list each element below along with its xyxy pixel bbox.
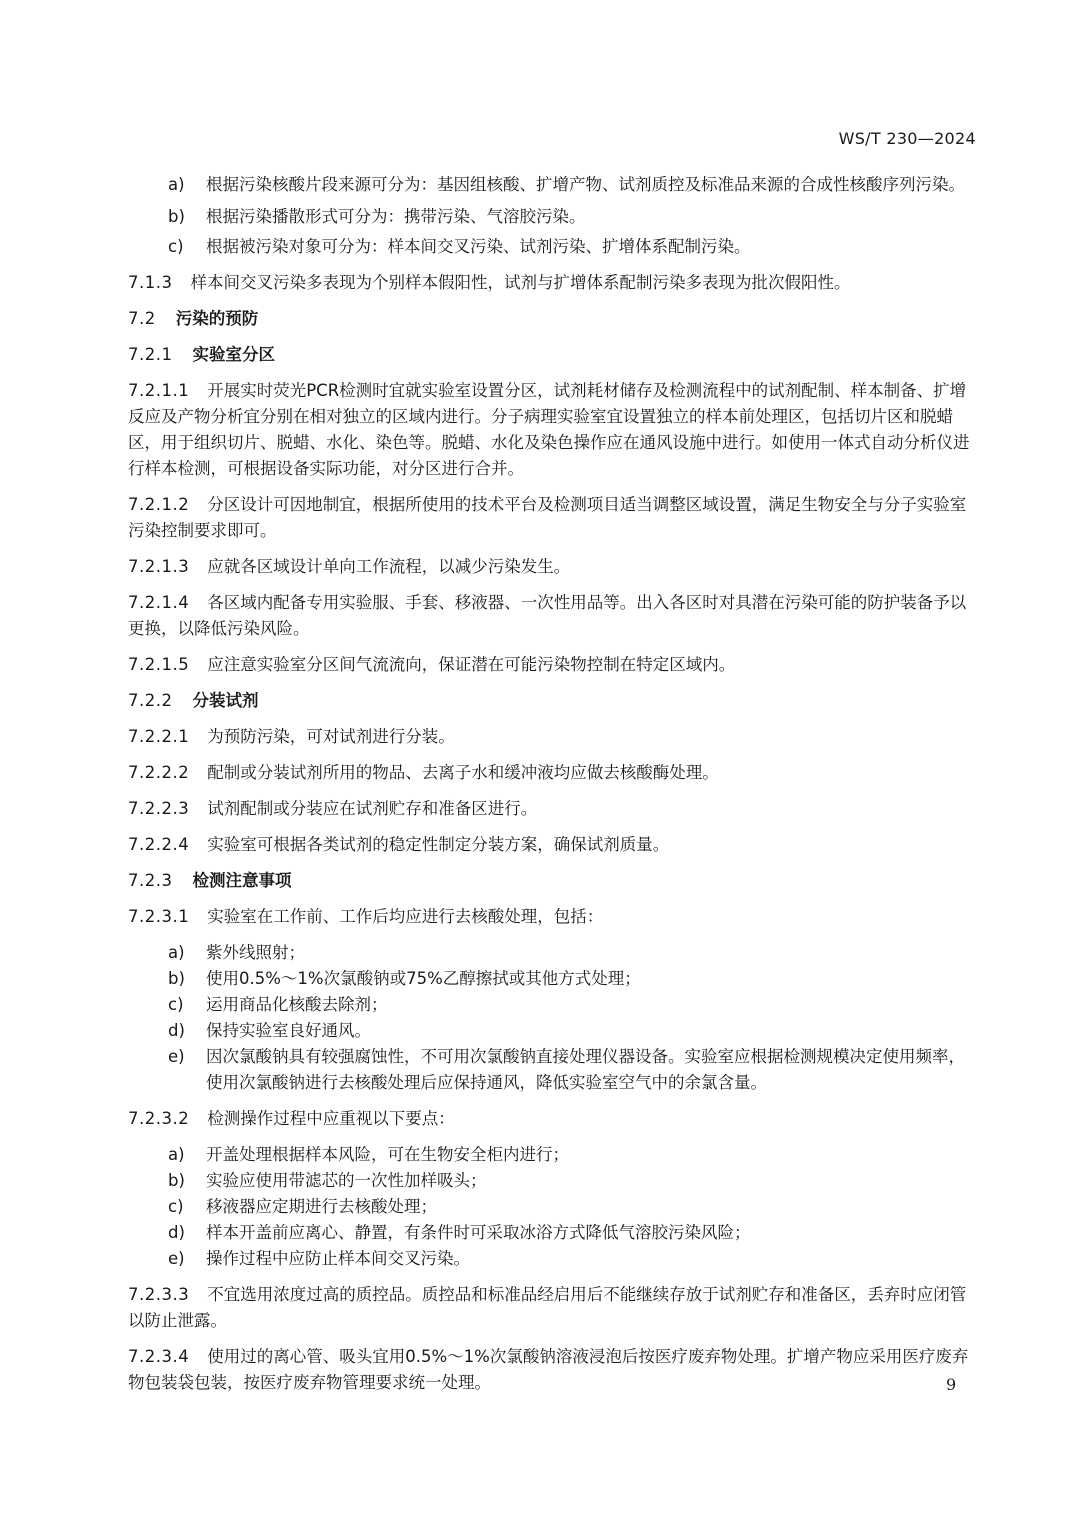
clause-paragraph — [128, 1344, 978, 1396]
list-item — [128, 1044, 978, 1096]
list-item-text: 实验应使用带滤芯的一次性加样吸头； — [206, 1171, 487, 1190]
list-marker: c) — [168, 237, 184, 256]
list-marker: d) — [168, 1021, 185, 1040]
list-marker: a) — [168, 943, 185, 962]
clause-number: 7.2.2.3 — [128, 799, 190, 818]
list-marker: c) — [168, 995, 184, 1014]
list-item — [128, 172, 978, 198]
list-item — [128, 966, 978, 992]
section-heading — [128, 688, 978, 714]
clause-text: 配制或分装试剂所用的物品、去离子水和缓冲液均应做去核酸酶处理。 — [207, 763, 719, 782]
section-title: 污染的预防 — [175, 309, 259, 328]
clause-number: 7.2.1.4 — [128, 593, 190, 612]
clause-number: 7.2.2.4 — [128, 835, 190, 854]
clause-paragraph — [128, 270, 978, 296]
clause-number: 7.2.3.4 — [128, 1347, 190, 1366]
clause-paragraph — [128, 378, 978, 482]
clause-text: 检测操作过程中应重视以下要点： — [207, 1109, 455, 1128]
list-item-text: 运用商品化核酸去除剂； — [206, 995, 388, 1014]
clause-number: 7.2.2.2 — [128, 763, 190, 782]
section-number: 7.2.2 — [128, 691, 173, 710]
clause-paragraph — [128, 904, 978, 930]
clause-text: 应就各区域设计单向工作流程，以减少污染发生。 — [207, 557, 571, 576]
clause-paragraph — [128, 724, 978, 750]
list-item — [128, 1142, 978, 1168]
list-item-text: 开盖处理根据样本风险，可在生物安全柜内进行； — [206, 1145, 569, 1164]
document-id: WS/T 230—2024 — [838, 129, 976, 148]
clause-text: 实验室在工作前、工作后均应进行去核酸处理，包括： — [207, 907, 604, 926]
list-item — [128, 234, 978, 260]
list-marker: e) — [168, 1249, 185, 1268]
clause-paragraph — [128, 796, 978, 822]
list-item-text: 使用0.5%～1%次氯酸钠或75%乙醇擦拭或其他方式处理； — [206, 969, 641, 988]
section-title: 检测注意事项 — [192, 871, 292, 890]
list-marker: d) — [168, 1223, 185, 1242]
list-item — [128, 1246, 978, 1272]
clause-paragraph — [128, 1106, 978, 1132]
clause-number: 7.2.1.1 — [128, 381, 190, 400]
clause-text: 开展实时荧光PCR检测时宜就实验室设置分区，试剂耗材储存及检测流程中的试剂配制、样本制备、扩增反应及产物分析宜分别在相对独立的区域内进行。分子病理实验室宜设置独立的样本前处理区，包括切片区和脱蜡区，用于组织切片、脱蜡、水化、染色等。脱蜡、水化及染色操作应在通风设施中进行。如使用一体式自动分析仪进行样本检测，可根据设备实际功能，对分区进行合并。 — [128, 381, 970, 478]
clause-text: 分区设计可因地制宜，根据所使用的技术平台及检测项目适当调整区域设置，满足生物安全与分子实验室污染控制要求即可。 — [128, 495, 967, 540]
clause-number: 7.2.1.3 — [128, 557, 190, 576]
section-number: 7.2.1 — [128, 345, 173, 364]
clause-number: 7.2.3.1 — [128, 907, 190, 926]
clause-number: 7.2.1.5 — [128, 655, 190, 674]
clause-paragraph — [128, 832, 978, 858]
list-item — [128, 1168, 978, 1194]
list-marker: a) — [168, 1145, 185, 1164]
list-item-text: 根据污染播散形式可分为：携带污染、气溶胶污染。 — [206, 207, 586, 226]
clause-text: 试剂配制或分装应在试剂贮存和准备区进行。 — [207, 799, 538, 818]
clause-number: 7.2.2.1 — [128, 727, 190, 746]
section-title: 实验室分区 — [192, 345, 275, 364]
list-item-text: 根据被污染对象可分为：样本间交叉污染、试剂污染、扩增体系配制污染。 — [206, 237, 751, 256]
page-number: 9 — [946, 1375, 957, 1394]
list-marker: b) — [168, 207, 185, 226]
list-item-text: 根据污染核酸片段来源可分为：基因组核酸、扩增产物、试剂质控及标准品来源的合成性核酸序列污染。 — [206, 175, 965, 194]
list-item — [128, 940, 978, 966]
clause-text: 为预防污染，可对试剂进行分装。 — [207, 727, 455, 746]
clause-text: 应注意实验室分区间气流流向，保证潜在可能污染物控制在特定区域内。 — [207, 655, 736, 674]
section-number: 7.2.3 — [128, 871, 173, 890]
clause-paragraph — [128, 492, 978, 544]
list-marker: e) — [168, 1047, 185, 1066]
clause-paragraph — [128, 760, 978, 786]
list-item-text: 紫外线照射； — [206, 943, 305, 962]
list-item-text: 样本开盖前应离心、静置，有条件时可采取冰浴方式降低气溶胶污染风险； — [206, 1223, 751, 1242]
list-item — [128, 204, 978, 230]
clause-paragraph — [128, 554, 978, 580]
clause-paragraph — [128, 1282, 978, 1334]
section-number: 7.2 — [128, 309, 156, 328]
list-marker: b) — [168, 969, 185, 988]
section-title: 分装试剂 — [192, 691, 259, 710]
list-item-text: 保持实验室良好通风。 — [206, 1021, 371, 1040]
list-marker: a) — [168, 175, 185, 194]
clause-number: 7.1.3 — [128, 273, 173, 292]
list-item-text: 操作过程中应防止样本间交叉污染。 — [206, 1249, 470, 1268]
clause-paragraph — [128, 590, 978, 642]
clause-number: 7.2.3.2 — [128, 1109, 190, 1128]
clause-text: 样本间交叉污染多表现为个别样本假阳性，试剂与扩增体系配制污染多表现为批次假阳性。 — [190, 273, 851, 292]
clause-number: 7.2.1.2 — [128, 495, 190, 514]
document-body — [128, 172, 978, 1396]
list-item-text: 因次氯酸钠具有较强腐蚀性，不可用次氯酸钠直接处理仪器设备。实验室应根据检测规模决定使用频率，使用次氯酸钠进行去核酸处理后应保持通风，降低实验室空气中的余氯含量。 — [206, 1047, 965, 1092]
clause-text: 不宜选用浓度过高的质控品。质控品和标准品经启用后不能继续存放于试剂贮存和准备区，丢弃时应闭管以防止泄露。 — [128, 1285, 967, 1330]
section-heading — [128, 306, 978, 332]
list-item-text: 移液器应定期进行去核酸处理； — [206, 1197, 437, 1216]
clause-number: 7.2.3.3 — [128, 1285, 190, 1304]
section-heading — [128, 868, 978, 894]
list-item — [128, 1194, 978, 1220]
list-item — [128, 992, 978, 1018]
list-marker: c) — [168, 1197, 184, 1216]
clause-text: 使用过的离心管、吸头宜用0.5%～1%次氯酸钠溶液浸泡后按医疗废弃物处理。扩增产物应采用医疗废弃物包装袋包装，按医疗废弃物管理要求统一处理。 — [128, 1347, 969, 1392]
list-marker: b) — [168, 1171, 185, 1190]
clause-paragraph — [128, 652, 978, 678]
clause-text: 各区域内配备专用实验服、手套、移液器、一次性用品等。出入各区时对具潜在污染可能的防护装备予以更换，以降低污染风险。 — [128, 593, 967, 638]
list-item — [128, 1018, 978, 1044]
section-heading — [128, 342, 978, 368]
list-item — [128, 1220, 978, 1246]
clause-text: 实验室可根据各类试剂的稳定性制定分装方案，确保试剂质量。 — [207, 835, 670, 854]
